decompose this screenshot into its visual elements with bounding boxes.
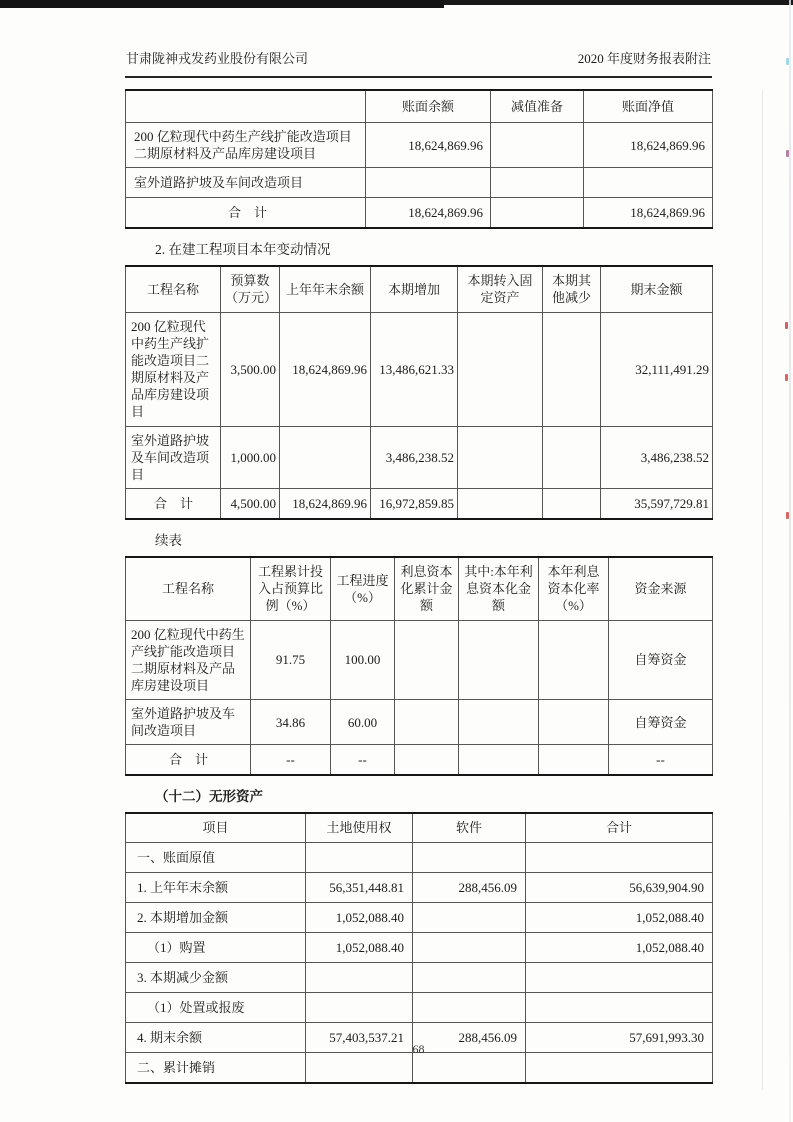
section-title-cip-movement: 2. 在建工程项目本年变动情况 xyxy=(155,242,331,258)
table-cell xyxy=(526,962,713,992)
scan-speck xyxy=(786,150,789,157)
table-cell: 1,000.00 xyxy=(221,426,280,488)
table-cell: -- xyxy=(331,745,395,776)
table-cell xyxy=(459,745,539,776)
table-cell: 一、账面原值 xyxy=(126,842,306,872)
table-cell: 3,486,238.52 xyxy=(371,426,458,488)
table-cell: 18,624,869.96 xyxy=(366,198,491,229)
column-header: 工程名称 xyxy=(126,557,251,620)
cip-continued-table xyxy=(125,556,713,776)
table-cell xyxy=(526,992,713,1022)
table-cell xyxy=(491,198,584,229)
table-cell: 1,052,088.40 xyxy=(526,932,713,962)
column-header xyxy=(126,90,366,123)
table-cell: 288,456.09 xyxy=(413,1022,526,1052)
table-cell: 自筹资金 xyxy=(609,700,713,745)
table-row xyxy=(126,962,713,992)
company-name: 甘肃陇神戎发药业股份有限公司 xyxy=(126,51,309,66)
column-header: 其中:本年利息资本化金额 xyxy=(459,557,539,620)
table-cell: 16,972,859.85 xyxy=(371,489,458,520)
scan-artifact-top-edge-thick xyxy=(0,0,444,8)
column-header: 账面净值 xyxy=(584,90,713,123)
scan-speck xyxy=(786,58,789,65)
table-row xyxy=(126,489,713,520)
table-cell: 18,624,869.96 xyxy=(280,312,371,426)
table-row xyxy=(126,872,713,902)
table-cell: 自筹资金 xyxy=(609,620,713,700)
table-cell: 二、累计摊销 xyxy=(126,1052,306,1083)
table-cell xyxy=(413,842,526,872)
table-row xyxy=(126,700,713,745)
column-header: 账面余额 xyxy=(366,90,491,123)
section-title-intangible-assets: （十二）无形资产 xyxy=(155,789,263,805)
page-content xyxy=(125,48,712,1088)
scan-artifact-right-edge xyxy=(789,0,791,1122)
running-header xyxy=(125,48,712,78)
doc-title: 2020 年度财务报表附注 xyxy=(577,51,711,66)
table-cell: 18,624,869.96 xyxy=(584,123,713,168)
table-cell: 合 计 xyxy=(126,198,366,229)
table-cell: 1,052,088.40 xyxy=(526,902,713,932)
page-number: 68 xyxy=(412,1042,425,1056)
column-header: 项目 xyxy=(126,813,306,842)
table-cell xyxy=(306,842,413,872)
column-header: 期末金额 xyxy=(601,266,713,312)
scan-artifact-crease xyxy=(762,90,763,1090)
table-cell: 18,624,869.96 xyxy=(366,123,491,168)
table-cell: 4,500.00 xyxy=(221,489,280,520)
column-header: 本期增加 xyxy=(371,266,458,312)
table-row xyxy=(126,745,713,776)
table-cell: 34.86 xyxy=(251,700,331,745)
table-cell: -- xyxy=(251,745,331,776)
table-cell xyxy=(539,700,609,745)
table-cell: 2. 本期增加金额 xyxy=(126,902,306,932)
table-header-row xyxy=(126,557,713,620)
table-cell xyxy=(413,932,526,962)
table-cell: 32,111,491.29 xyxy=(601,312,713,426)
table-row xyxy=(126,992,713,1022)
table-cell xyxy=(395,745,459,776)
table-cell xyxy=(366,168,491,198)
table-cell xyxy=(413,992,526,1022)
table-cell: 100.00 xyxy=(331,620,395,700)
table-cell xyxy=(395,620,459,700)
table-cell: 56,639,904.90 xyxy=(526,872,713,902)
table-cell: 18,624,869.96 xyxy=(280,489,371,520)
column-header: 减值准备 xyxy=(491,90,584,123)
column-header: 工程名称 xyxy=(126,266,221,312)
table-cell xyxy=(584,168,713,198)
table-header-row xyxy=(126,266,713,312)
column-header: 资金来源 xyxy=(609,557,713,620)
table-cell xyxy=(526,842,713,872)
table-cell xyxy=(458,489,543,520)
carrying-amount-table xyxy=(125,89,713,229)
table-cell xyxy=(306,962,413,992)
table-header-row xyxy=(126,813,713,842)
table-cell: 1. 上年年末余额 xyxy=(126,872,306,902)
column-header: 预算数（万元） xyxy=(221,266,280,312)
table-cell xyxy=(491,123,584,168)
table-cell: 室外道路护坡及车间改造项目 xyxy=(126,168,366,198)
table-cell: 56,351,448.81 xyxy=(306,872,413,902)
column-header: 软件 xyxy=(413,813,526,842)
table-cell xyxy=(458,426,543,488)
table-row xyxy=(126,842,713,872)
table-header-row xyxy=(126,90,713,123)
table-cell: 35,597,729.81 xyxy=(601,489,713,520)
column-header: 工程进度（%） xyxy=(331,557,395,620)
table-cell xyxy=(459,700,539,745)
table-cell xyxy=(395,700,459,745)
scan-speck xyxy=(786,512,789,519)
table-cell xyxy=(306,992,413,1022)
scan-speck xyxy=(785,374,788,381)
table-cell: 3,500.00 xyxy=(221,312,280,426)
table-cell: 18,624,869.96 xyxy=(584,198,713,229)
table-cell: 200 亿粒现代中药生产线扩能改造项目二期原材料及产品库房建设项目 xyxy=(126,123,366,168)
table-cell xyxy=(543,489,601,520)
table-cell: 室外道路护坡及车间改造项目 xyxy=(126,700,251,745)
scan-speck xyxy=(785,322,788,329)
table-cell: 3. 本期减少金额 xyxy=(126,962,306,992)
cip-movement-table xyxy=(125,265,713,520)
table-cell: 288,456.09 xyxy=(413,872,526,902)
table-cell: 91.75 xyxy=(251,620,331,700)
table-row xyxy=(126,426,713,488)
column-header: 合计 xyxy=(526,813,713,842)
column-header: 本年利息资本化率（%） xyxy=(539,557,609,620)
table-cell xyxy=(543,312,601,426)
table-cell xyxy=(539,745,609,776)
table-cell: -- xyxy=(609,745,713,776)
column-header: 上年年末余额 xyxy=(280,266,371,312)
table-cell: 合 计 xyxy=(126,489,221,520)
table-row xyxy=(126,620,713,700)
table-cell xyxy=(413,902,526,932)
table-row xyxy=(126,198,713,229)
table-cell xyxy=(491,168,584,198)
table-cell: 200 亿粒现代中药生产线扩能改造项目二期原材料及产品库房建设项目 xyxy=(126,312,221,426)
column-header: 本期转入固定资产 xyxy=(458,266,543,312)
table-cell: （1）处置或报废 xyxy=(126,992,306,1022)
column-header: 利息资本化累计金额 xyxy=(395,557,459,620)
table-row xyxy=(126,123,713,168)
table-cell xyxy=(543,426,601,488)
table-cell: 1,052,088.40 xyxy=(306,932,413,962)
table-cell: 13,486,621.33 xyxy=(371,312,458,426)
column-header: 土地使用权 xyxy=(306,813,413,842)
table-cell: 4. 期末余额 xyxy=(126,1022,306,1052)
table-cell: 3,486,238.52 xyxy=(601,426,713,488)
column-header: 工程累计投入占预算比例（%） xyxy=(251,557,331,620)
table-cell: 57,403,537.21 xyxy=(306,1022,413,1052)
table-cell xyxy=(413,962,526,992)
table-cell: 室外道路护坡及车间改造项目 xyxy=(126,426,221,488)
column-header: 本期其他减少 xyxy=(543,266,601,312)
table-row xyxy=(126,932,713,962)
table-cell xyxy=(280,426,371,488)
table-cell: （1）购置 xyxy=(126,932,306,962)
table-cell xyxy=(458,312,543,426)
table-cell: 200 亿粒现代中药生产线扩能改造项目二期原材料及产品库房建设项目 xyxy=(126,620,251,700)
table-cell: 合 计 xyxy=(126,745,251,776)
table-row xyxy=(126,902,713,932)
table-cell xyxy=(539,620,609,700)
table-row xyxy=(126,312,713,426)
continued-table-label: 续表 xyxy=(155,533,182,549)
table-cell: 57,691,993.30 xyxy=(526,1022,713,1052)
table-cell xyxy=(459,620,539,700)
table-cell: 1,052,088.40 xyxy=(306,902,413,932)
table-cell: 60.00 xyxy=(331,700,395,745)
table-row xyxy=(126,168,713,198)
